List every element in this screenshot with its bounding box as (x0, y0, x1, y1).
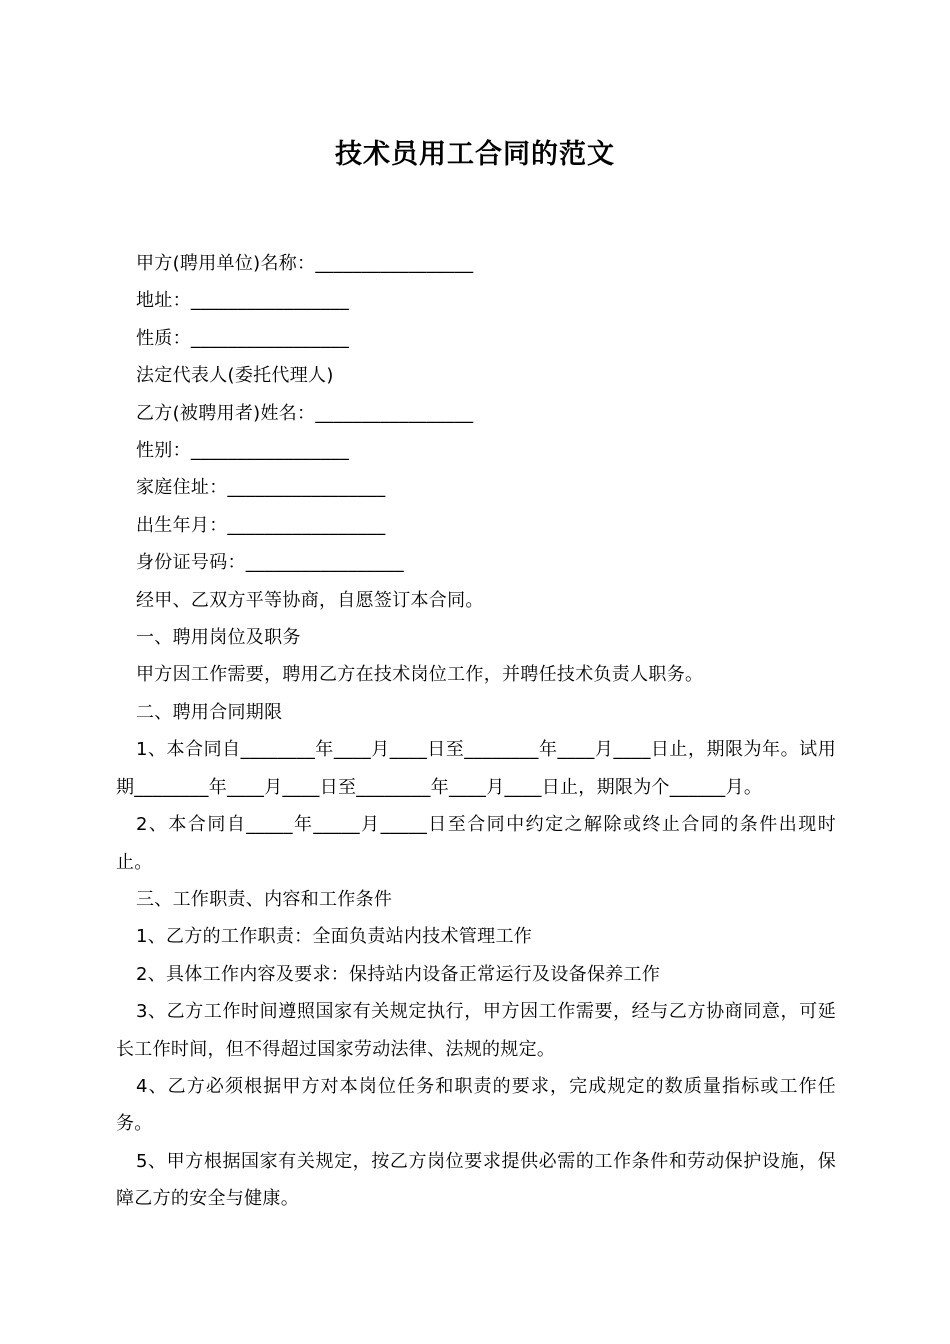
duties-clause-4: 4、乙方必须根据甲方对本岗位任务和职责的要求，完成规定的数质量指标或工作任务。 (116, 1075, 836, 1135)
document-title: 技术员用工合同的范文 (335, 139, 615, 170)
section-heading-duties: 三、工作职责、内容和工作条件 (136, 888, 393, 910)
document-body (116, 245, 836, 1218)
duties-clause-2: 2、具体工作内容及要求：保持站内设备正常运行及设备保养工作 (136, 963, 661, 985)
position-paragraph: 甲方因工作需要，聘用乙方在技术岗位工作，并聘任技术负责人职务。 (136, 664, 704, 686)
party-a-nature-line: 性质：_________________ (136, 327, 349, 349)
party-b-gender-line: 性别：_________________ (136, 440, 349, 462)
party-b-birth-date-line: 出生年月：_________________ (136, 514, 386, 536)
party-b-id-number-line: 身份证号码：_________________ (136, 552, 404, 574)
party-b-name-line: 乙方(被聘用者)姓名：_________________ (136, 402, 474, 424)
term-clause-1: 1、本合同自________年____月____日至________年____月____日止，期限为年。试用期________年____月____日至________年____月____日止，期限为个______月。 (116, 739, 836, 798)
party-a-name-line: 甲方(聘用单位)名称：_________________ (136, 253, 474, 274)
section-heading-position: 一、聘用岗位及职务 (136, 627, 301, 649)
agreement-intro-paragraph: 经甲、乙双方平等协商，自愿签订本合同。 (136, 589, 484, 611)
duties-clause-1: 1、乙方的工作职责：全面负责站内技术管理工作 (136, 926, 533, 948)
section-heading-term: 二、聘用合同期限 (136, 701, 283, 723)
party-a-address-line: 地址：_________________ (136, 290, 349, 312)
legal-representative-line: 法定代表人(委托代理人) (136, 365, 334, 387)
duties-clause-5: 5、甲方根据国家有关规定，按乙方岗位要求提供必需的工作条件和劳动保护设施，保障乙方的安全与健康。 (116, 1150, 836, 1210)
party-b-home-address-line: 家庭住址：_________________ (136, 477, 386, 499)
duties-clause-3: 3、乙方工作时间遵照国家有关规定执行，甲方因工作需要，经与乙方协商同意，可延长工作时间，但不得超过国家劳动法律、法规的规定。 (116, 1001, 836, 1060)
term-clause-2: 2、本合同自_____年_____月_____日至合同中约定之解除或终止合同的条件出现时止。 (116, 814, 836, 873)
